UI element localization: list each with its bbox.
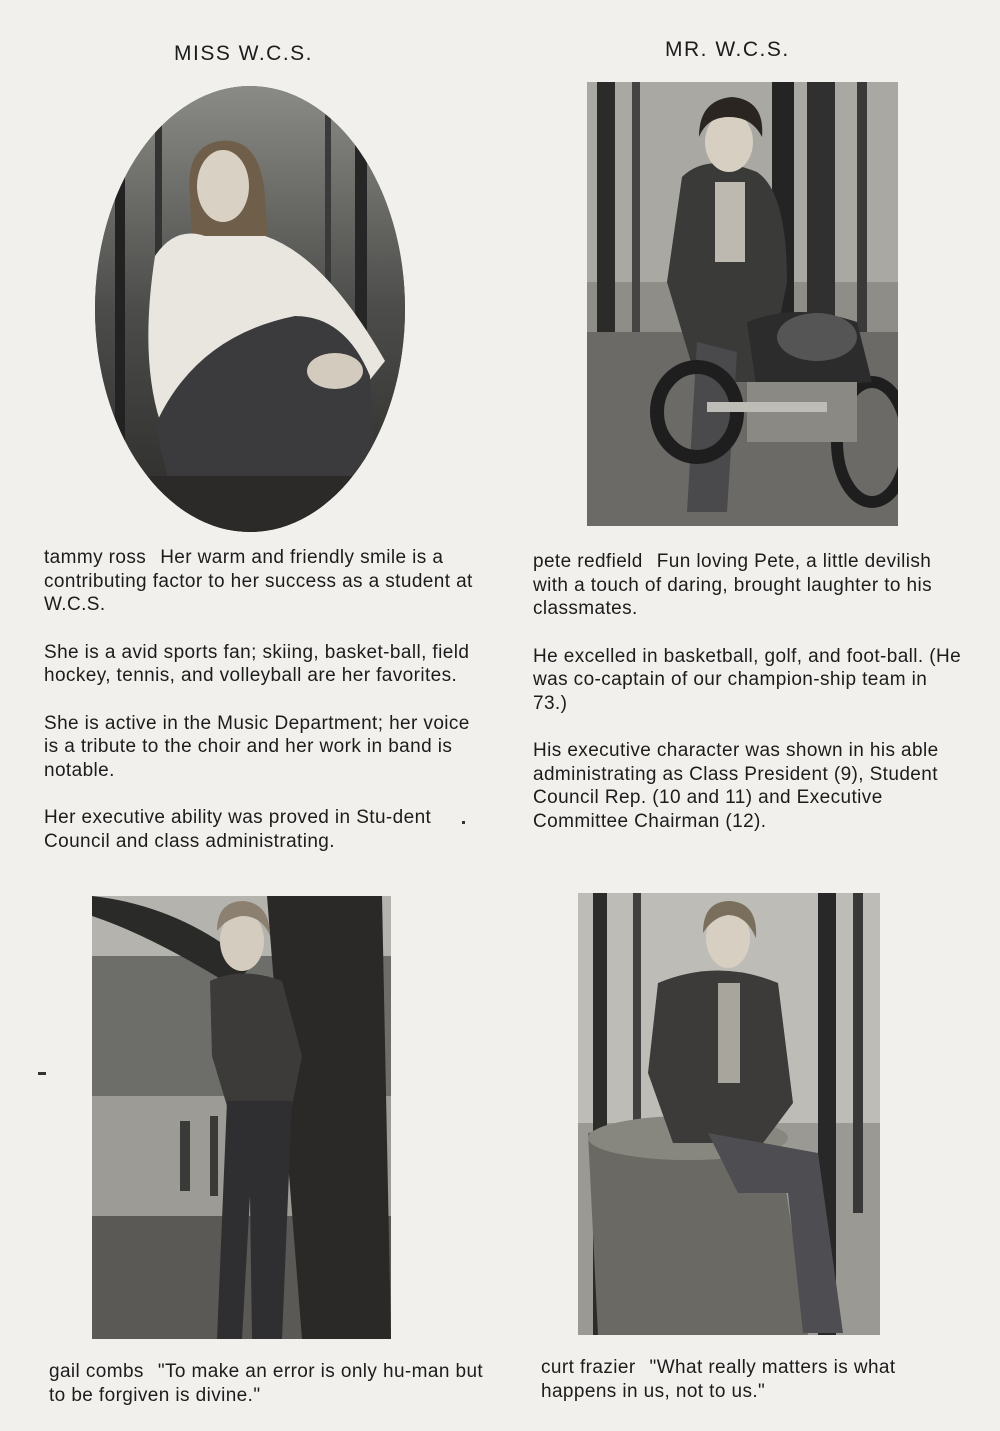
bio-paragraph: She is a avid sports fan; skiing, basket-ball, field hockey, tennis, and volleyball are her favorites.	[44, 641, 470, 686]
bio-paragraph: Fun loving Pete, a little devilish with a touch of daring, brought laughter to his classmates.	[533, 551, 933, 619]
tammy-ross-intro	[44, 546, 484, 617]
curt-frazier-name: curt frazier	[541, 1357, 636, 1378]
mr-wcs-heading: MR. W.C.S.	[665, 38, 790, 61]
bio-paragraph: Her warm and friendly smile is a contributing factor to her success as a student at W.C.S.	[44, 547, 473, 615]
pete-redfield-intro	[533, 550, 963, 621]
print-mark	[38, 1072, 46, 1075]
pete-redfield-name: pete redfield	[533, 551, 643, 572]
bio-paragraph: She is active in the Music Department; her voice is a tribute to the choir and her work in band is notable.	[44, 712, 470, 781]
gail-combs-quote: "To make an error is only hu-man but to be forgiven is divine."	[49, 1361, 484, 1406]
bio-paragraph: He excelled in basketball, golf, and foot-ball. (He was co-captain of our champion-ship team in 73.)	[533, 645, 962, 714]
pete-redfield-photo	[587, 82, 898, 526]
miss-wcs-heading: MISS W.C.S.	[174, 42, 314, 65]
bio-paragraph: His executive character was shown in his able administrating as Class President (9), Student Council Rep. (10 and 11) and Executive Committee Chairman (12).	[533, 740, 939, 832]
pete-redfield-bio	[533, 550, 963, 857]
curt-frazier-caption	[541, 1356, 971, 1427]
curt-frazier-caption-line	[541, 1356, 971, 1403]
curt-frazier-quote: "What really matters is what happens in us, not to us."	[541, 1357, 896, 1402]
curt-frazier-photo	[578, 893, 880, 1335]
gail-combs-caption	[49, 1360, 489, 1431]
gail-combs-name: gail combs	[49, 1361, 144, 1382]
print-mark	[462, 821, 465, 824]
tammy-ross-name: tammy ross	[44, 547, 147, 568]
gail-combs-caption-line	[49, 1360, 489, 1407]
bio-paragraph: Her executive ability was proved in Stu-dent Council and class administrating.	[44, 807, 432, 852]
tammy-ross-photo	[95, 86, 405, 532]
gail-combs-photo	[92, 896, 391, 1339]
tammy-ross-bio	[44, 546, 484, 877]
